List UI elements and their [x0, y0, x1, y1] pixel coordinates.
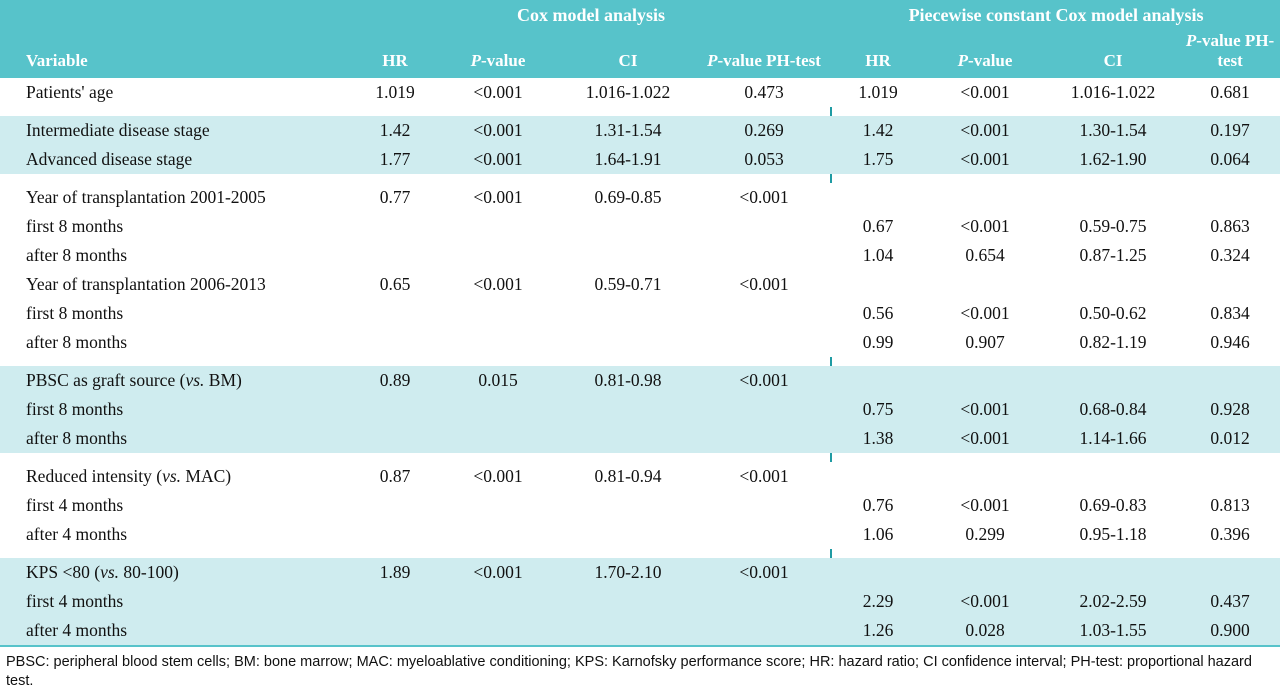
band-separator-cell [832, 174, 924, 183]
band-separator-cell [832, 453, 924, 462]
row-label: Intermediate disease stage [0, 116, 352, 145]
table-row [0, 587, 1280, 616]
row-label: after 8 months [0, 241, 352, 270]
piecewise-ci-cell: 0.82-1.19 [1046, 328, 1180, 357]
cox-p-cell [438, 212, 558, 241]
cox-p-cell: <0.001 [438, 270, 558, 299]
piecewise-ci-cell: 2.02-2.59 [1046, 587, 1180, 616]
cox-p-cell: <0.001 [438, 78, 558, 107]
table-group-header-row [0, 0, 1280, 29]
cox-ph-cell [698, 299, 830, 328]
band-separator-cell [924, 107, 1046, 116]
band-separator-cell [352, 549, 438, 558]
cox-hr-cell [352, 328, 438, 357]
band-separator-cell [558, 357, 698, 366]
piecewise-hr-cell [832, 366, 924, 395]
group-header-blank [0, 0, 352, 29]
piecewise-ci-cell: 0.69-0.83 [1046, 491, 1180, 520]
cox-p-cell [438, 491, 558, 520]
cox-ci-cell [558, 328, 698, 357]
cox-ci-cell [558, 395, 698, 424]
table-row [0, 395, 1280, 424]
row-label: first 8 months [0, 212, 352, 241]
piecewise-ci-cell: 0.87-1.25 [1046, 241, 1180, 270]
table-row [0, 116, 1280, 145]
cox-ci-cell [558, 616, 698, 645]
piecewise-p-cell [924, 462, 1046, 491]
cox-p-cell: <0.001 [438, 558, 558, 587]
cox-ph-cell: <0.001 [698, 183, 830, 212]
cox-hr-cell [352, 395, 438, 424]
piecewise-p-cell [924, 558, 1046, 587]
row-label: after 4 months [0, 520, 352, 549]
cox-ph-cell [698, 395, 830, 424]
band-separator-cell [832, 357, 924, 366]
band-separator-cell [1180, 107, 1280, 116]
band-separator [0, 453, 1280, 462]
row-label: Patients' age [0, 78, 352, 107]
piecewise-hr-cell [832, 183, 924, 212]
table-row [0, 241, 1280, 270]
column-header-pw-pvalue-ph: P-value PH-test [1180, 29, 1280, 78]
piecewise-ci-cell: 1.62-1.90 [1046, 145, 1180, 174]
band-separator-cell [558, 453, 698, 462]
table-row [0, 183, 1280, 212]
cox-ci-cell [558, 299, 698, 328]
band-separator-cell [698, 549, 830, 558]
row-label: Advanced disease stage [0, 145, 352, 174]
piecewise-ph-cell: 0.681 [1180, 78, 1280, 107]
piecewise-ph-cell: 0.197 [1180, 116, 1280, 145]
table-row [0, 558, 1280, 587]
piecewise-p-cell [924, 270, 1046, 299]
cox-ci-cell: 1.64-1.91 [558, 145, 698, 174]
piecewise-ph-cell: 0.012 [1180, 424, 1280, 453]
cox-ci-cell [558, 212, 698, 241]
piecewise-hr-cell [832, 462, 924, 491]
band-separator-cell [0, 174, 352, 183]
table-row [0, 491, 1280, 520]
cox-ph-cell [698, 424, 830, 453]
column-header-cox-pvalue: P-value [438, 29, 558, 78]
cox-ph-cell [698, 587, 830, 616]
cox-hr-cell: 0.89 [352, 366, 438, 395]
piecewise-ci-cell: 0.68-0.84 [1046, 395, 1180, 424]
piecewise-hr-cell: 1.019 [832, 78, 924, 107]
column-header-pw-hr: HR [832, 29, 924, 78]
cox-ci-cell [558, 587, 698, 616]
band-separator-cell [0, 357, 352, 366]
band-separator-cell [924, 549, 1046, 558]
piecewise-ph-cell: 0.064 [1180, 145, 1280, 174]
cox-ci-cell: 0.59-0.71 [558, 270, 698, 299]
cox-p-cell: <0.001 [438, 183, 558, 212]
cox-ph-cell: <0.001 [698, 558, 830, 587]
cox-hr-cell: 0.65 [352, 270, 438, 299]
piecewise-hr-cell: 0.76 [832, 491, 924, 520]
band-separator-cell [558, 174, 698, 183]
piecewise-ph-cell: 0.863 [1180, 212, 1280, 241]
table-body [0, 78, 1280, 645]
table-row [0, 270, 1280, 299]
piecewise-hr-cell: 1.04 [832, 241, 924, 270]
table-row [0, 520, 1280, 549]
cox-hr-cell [352, 587, 438, 616]
piecewise-ci-cell: 1.14-1.66 [1046, 424, 1180, 453]
piecewise-p-cell: 0.299 [924, 520, 1046, 549]
cox-hr-cell [352, 424, 438, 453]
band-separator-cell [1046, 107, 1180, 116]
band-separator-cell [438, 357, 558, 366]
column-header-cox-ci: CI [558, 29, 698, 78]
piecewise-ph-cell: 0.928 [1180, 395, 1280, 424]
cox-ph-cell: 0.053 [698, 145, 830, 174]
piecewise-p-cell: <0.001 [924, 587, 1046, 616]
band-separator-cell [832, 107, 924, 116]
piecewise-ph-cell [1180, 366, 1280, 395]
group-header-piecewise: Piecewise constant Cox model analysis [832, 0, 1280, 29]
piecewise-p-cell: <0.001 [924, 395, 1046, 424]
cox-p-cell [438, 395, 558, 424]
band-separator-cell [1180, 174, 1280, 183]
piecewise-p-cell: <0.001 [924, 491, 1046, 520]
piecewise-hr-cell: 1.06 [832, 520, 924, 549]
band-separator-cell [1046, 453, 1180, 462]
row-label: KPS <80 (vs. 80-100) [0, 558, 352, 587]
row-label: first 8 months [0, 299, 352, 328]
band-separator-cell [0, 107, 352, 116]
table-row [0, 78, 1280, 107]
piecewise-hr-cell: 1.38 [832, 424, 924, 453]
piecewise-p-cell: <0.001 [924, 212, 1046, 241]
piecewise-ph-cell [1180, 270, 1280, 299]
band-separator-cell [698, 357, 830, 366]
table-row [0, 212, 1280, 241]
group-header-cox: Cox model analysis [352, 0, 830, 29]
piecewise-p-cell: <0.001 [924, 145, 1046, 174]
cox-p-cell [438, 520, 558, 549]
cox-hr-cell: 1.77 [352, 145, 438, 174]
cox-ph-cell [698, 241, 830, 270]
band-separator-cell [924, 174, 1046, 183]
piecewise-ph-cell [1180, 462, 1280, 491]
cox-hr-cell [352, 212, 438, 241]
cox-p-cell: <0.001 [438, 462, 558, 491]
piecewise-ci-cell: 0.50-0.62 [1046, 299, 1180, 328]
piecewise-p-cell: <0.001 [924, 424, 1046, 453]
cox-p-cell [438, 241, 558, 270]
cox-ph-cell [698, 328, 830, 357]
row-label: Reduced intensity (vs. MAC) [0, 462, 352, 491]
column-header-variable: Variable [0, 29, 352, 78]
table-row [0, 462, 1280, 491]
band-separator-cell [1180, 453, 1280, 462]
band-separator-cell [698, 107, 830, 116]
cox-ph-cell [698, 616, 830, 645]
band-separator-cell [558, 107, 698, 116]
band-separator-cell [698, 453, 830, 462]
cox-p-cell [438, 299, 558, 328]
row-label: Year of transplantation 2006-2013 [0, 270, 352, 299]
band-separator-cell [352, 107, 438, 116]
table-footnote: PBSC: peripheral blood stem cells; BM: bone marrow; MAC: myeloablative conditioning; KPS: Karnofsky performance score; HR: hazard ratio; CI confidence interval; PH-test: proportional hazard test. [0, 645, 1280, 694]
band-separator-cell [924, 453, 1046, 462]
band-separator-cell [558, 549, 698, 558]
cox-p-cell: <0.001 [438, 145, 558, 174]
row-label: after 8 months [0, 328, 352, 357]
piecewise-ph-cell: 0.324 [1180, 241, 1280, 270]
piecewise-hr-cell: 1.42 [832, 116, 924, 145]
piecewise-ph-cell: 0.813 [1180, 491, 1280, 520]
piecewise-ci-cell: 0.59-0.75 [1046, 212, 1180, 241]
cox-ci-cell: 1.31-1.54 [558, 116, 698, 145]
cox-ph-cell: 0.269 [698, 116, 830, 145]
piecewise-ci-cell [1046, 366, 1180, 395]
row-label: after 8 months [0, 424, 352, 453]
band-separator-cell [1046, 549, 1180, 558]
cox-ph-cell: 0.473 [698, 78, 830, 107]
piecewise-ph-cell [1180, 558, 1280, 587]
cox-hr-cell [352, 616, 438, 645]
cox-hr-cell: 1.89 [352, 558, 438, 587]
band-separator-cell [438, 549, 558, 558]
band-separator-cell [924, 357, 1046, 366]
table-row [0, 299, 1280, 328]
band-separator-cell [0, 549, 352, 558]
piecewise-hr-cell [832, 558, 924, 587]
row-label: first 4 months [0, 491, 352, 520]
band-separator-cell [1180, 357, 1280, 366]
band-separator-cell [1046, 174, 1180, 183]
cox-ph-cell: <0.001 [698, 462, 830, 491]
band-separator-cell [352, 174, 438, 183]
piecewise-p-cell: <0.001 [924, 116, 1046, 145]
cox-hr-cell [352, 299, 438, 328]
piecewise-ci-cell: 1.03-1.55 [1046, 616, 1180, 645]
column-header-cox-hr: HR [352, 29, 438, 78]
band-separator [0, 357, 1280, 366]
band-separator-cell [1180, 549, 1280, 558]
band-separator-cell [352, 453, 438, 462]
piecewise-hr-cell: 0.99 [832, 328, 924, 357]
piecewise-p-cell: <0.001 [924, 78, 1046, 107]
piecewise-hr-cell: 1.26 [832, 616, 924, 645]
band-separator [0, 549, 1280, 558]
cox-p-cell [438, 424, 558, 453]
band-separator [0, 174, 1280, 183]
cox-ci-cell [558, 491, 698, 520]
piecewise-hr-cell: 0.67 [832, 212, 924, 241]
piecewise-p-cell: 0.654 [924, 241, 1046, 270]
table-row [0, 616, 1280, 645]
table-column-header-row [0, 29, 1280, 78]
row-label: after 4 months [0, 616, 352, 645]
cox-p-cell: <0.001 [438, 116, 558, 145]
cox-ci-cell: 0.81-0.94 [558, 462, 698, 491]
piecewise-p-cell: 0.028 [924, 616, 1046, 645]
band-separator-cell [1046, 357, 1180, 366]
cox-ph-cell: <0.001 [698, 270, 830, 299]
piecewise-ph-cell [1180, 183, 1280, 212]
band-separator-cell [438, 174, 558, 183]
row-label: first 4 months [0, 587, 352, 616]
band-separator-cell [352, 357, 438, 366]
cox-hr-cell [352, 491, 438, 520]
cox-ph-cell: <0.001 [698, 366, 830, 395]
piecewise-ph-cell: 0.834 [1180, 299, 1280, 328]
band-separator-cell [438, 453, 558, 462]
piecewise-hr-cell: 0.75 [832, 395, 924, 424]
cox-hr-cell: 1.019 [352, 78, 438, 107]
band-separator-cell [698, 174, 830, 183]
cox-p-cell [438, 587, 558, 616]
piecewise-ci-cell [1046, 462, 1180, 491]
cox-p-cell [438, 616, 558, 645]
table-header [0, 0, 1280, 78]
table-row [0, 366, 1280, 395]
piecewise-hr-cell: 2.29 [832, 587, 924, 616]
cox-ph-cell [698, 212, 830, 241]
piecewise-p-cell [924, 183, 1046, 212]
cox-ci-cell [558, 520, 698, 549]
piecewise-ci-cell: 0.95-1.18 [1046, 520, 1180, 549]
piecewise-ci-cell [1046, 183, 1180, 212]
cox-ci-cell: 0.81-0.98 [558, 366, 698, 395]
band-separator [0, 107, 1280, 116]
cox-ci-cell [558, 241, 698, 270]
piecewise-ci-cell [1046, 270, 1180, 299]
column-header-cox-pvalue-ph: P-value PH-test [698, 29, 830, 78]
band-separator-cell [832, 549, 924, 558]
cox-p-cell [438, 328, 558, 357]
cox-ci-cell: 0.69-0.85 [558, 183, 698, 212]
band-separator-cell [438, 107, 558, 116]
cox-ci-cell: 1.70-2.10 [558, 558, 698, 587]
row-label: PBSC as graft source (vs. BM) [0, 366, 352, 395]
piecewise-ph-cell: 0.900 [1180, 616, 1280, 645]
cox-hr-cell: 0.77 [352, 183, 438, 212]
table-row [0, 328, 1280, 357]
column-header-pw-pvalue: P-value [924, 29, 1046, 78]
cox-hr-cell [352, 520, 438, 549]
piecewise-ph-cell: 0.396 [1180, 520, 1280, 549]
piecewise-ci-cell: 1.30-1.54 [1046, 116, 1180, 145]
cox-hr-cell [352, 241, 438, 270]
piecewise-ci-cell: 1.016-1.022 [1046, 78, 1180, 107]
piecewise-p-cell: <0.001 [924, 299, 1046, 328]
band-separator-cell [0, 453, 352, 462]
piecewise-ph-cell: 0.946 [1180, 328, 1280, 357]
cox-ci-cell [558, 424, 698, 453]
piecewise-hr-cell [832, 270, 924, 299]
table-row [0, 145, 1280, 174]
cox-hr-cell: 0.87 [352, 462, 438, 491]
piecewise-hr-cell: 0.56 [832, 299, 924, 328]
cox-p-cell: 0.015 [438, 366, 558, 395]
piecewise-p-cell: 0.907 [924, 328, 1046, 357]
piecewise-p-cell [924, 366, 1046, 395]
cox-ph-cell [698, 520, 830, 549]
column-header-pw-ci: CI [1046, 29, 1180, 78]
cox-ph-cell [698, 491, 830, 520]
table-row [0, 424, 1280, 453]
row-label: Year of transplantation 2001-2005 [0, 183, 352, 212]
piecewise-hr-cell: 1.75 [832, 145, 924, 174]
row-label: first 8 months [0, 395, 352, 424]
cox-ci-cell: 1.016-1.022 [558, 78, 698, 107]
piecewise-ph-cell: 0.437 [1180, 587, 1280, 616]
cox-hr-cell: 1.42 [352, 116, 438, 145]
piecewise-ci-cell [1046, 558, 1180, 587]
